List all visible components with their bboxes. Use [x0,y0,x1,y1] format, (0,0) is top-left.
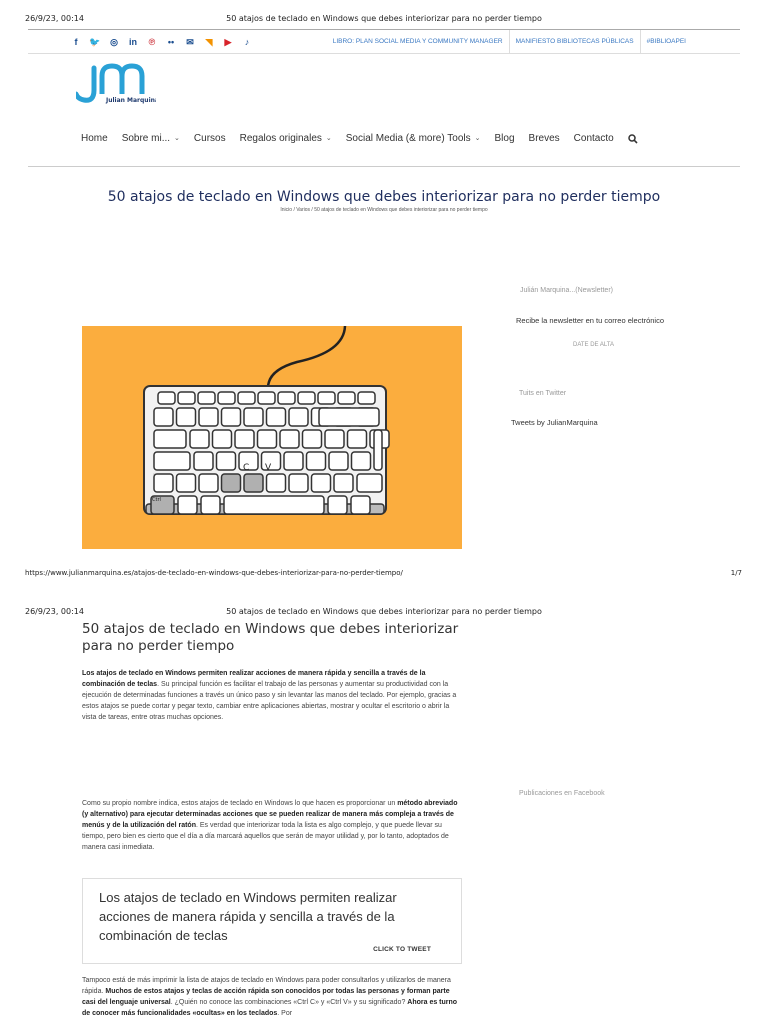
spacebar-key [224,496,324,514]
keyboard-key [190,430,209,448]
function-key [278,392,295,404]
print-datetime: 26/9/23, 00:14 [25,14,84,23]
twitter-icon[interactable]: 🐦 [89,37,101,47]
key-ctrl-label: Ctrl [152,497,161,503]
keyboard-key [177,474,196,492]
twitter-timeline-link[interactable]: Tweets by JulianMarquina [511,418,598,427]
keyboard-key [213,430,232,448]
keyboard-key [177,408,196,426]
keyboard-key [267,408,286,426]
linkedin-icon[interactable]: in [129,37,137,47]
facebook-icon[interactable]: f [74,37,78,47]
paragraph-3-emphasis: Muchos de estos atajos y teclas de acción rápida son conocidos por todas las personas y forman parte casi del lenguaje universal [82,988,450,1006]
click-to-tweet-button[interactable]: CLICK TO TWEET [373,946,431,953]
nav-item-label: Social Media (& more) Tools [345,132,471,144]
paragraph-1-text: . Su principal función es facilitar el trabajo de las personas y aumentar su productividad con la ejecución de determinadas funciones a través un único paso y sin levantar las manos del teclado. Por ejemplo, gracias a estos atajos se puede cortar y pegar texto, cambiar entre aplicaciones abiertas, mostrar y ocultar el escritorio o abrir la vista de tareas, entre otras muchas opciones. [82,681,457,721]
keyboard-key [352,452,371,470]
print-url: https://www.julianmarquina.es/atajos-de-teclado-en-windows-que-debes-interiorizar-para-no-perder-tiempo/ [25,569,403,577]
keyboard-key [267,474,286,492]
top-link-libro[interactable]: LIBRO: PLAN SOCIAL MEDIA Y COMMUNITY MANAGER [332,38,503,45]
keyboard-key [201,496,220,514]
article-title: 50 atajos de teclado en Windows que debes interiorizar para no perder tiempo [82,621,459,654]
keyboard-key [325,430,344,448]
twitter-title: Tuits en Twitter [519,390,567,397]
print-header-page2 [0,607,768,621]
breadcrumb-home[interactable]: Inicio [280,207,293,213]
function-key [238,392,255,404]
pinterest-icon[interactable]: ℗ [148,37,156,47]
top-link-manifiesto[interactable]: MANIFIESTO BIBLIOTECAS PÚBLICAS [509,30,640,54]
youtube-icon[interactable]: ▶ [224,37,232,47]
keyboard-key [284,452,303,470]
paragraph-2-text-a: Como su propio nombre indica, estos atajos de teclado en Windows lo que hacen es proporcionar un [82,800,398,807]
tweet-quote[interactable]: Los atajos de teclado en Windows permiten realizar acciones de manera rápida y sencilla a través de la combinación de teclas [99,890,397,943]
nav-item-regalos-originales[interactable] [240,132,332,144]
nav-item-label: Cursos [193,132,226,144]
nav-item-label: Regalos originales [239,132,322,144]
keyboard-illustration [82,326,462,549]
function-key [218,392,235,404]
facebook-title: Publicaciones en Facebook [519,790,605,797]
nav-item-label: Contacto [573,132,614,144]
c-key [222,474,241,492]
keyboard-key [289,474,308,492]
breadcrumb-current: 50 atajos de teclado en Windows que debes interiorizar para no perder tiempo [314,207,488,213]
paragraph-3-text-b: . ¿Quién no conoce las combinaciones «Ctrl C» y «Ctrl V» y su significado? [170,999,408,1006]
paragraph-3-emphasis-2: Ahora es turno de conocer más funcionalidades «ocultas» en los teclados [82,999,458,1017]
top-link-biblioapei[interactable]: #BIBLIOAPEI [640,30,692,54]
print-header [0,14,768,28]
header-divider [28,166,740,167]
article-paragraph-1 [82,668,460,723]
nav-item-social-media-more-tools[interactable] [346,132,481,144]
breadcrumb-category[interactable]: Varios [296,207,311,213]
main-nav [81,132,638,144]
keyboard-key [348,430,367,448]
backspace-key [319,408,379,426]
print-page-number: 1/7 [730,569,742,577]
nav-item-breves[interactable] [529,132,560,144]
instagram-icon[interactable]: ◎ [110,37,118,47]
keyboard-key [222,408,241,426]
keyboard-key [235,430,254,448]
caps-key [154,452,190,470]
page-title: 50 atajos de teclado en Windows que debes interiorizar para no perder tiempo [107,189,661,205]
tab-key [154,430,186,448]
tiktok-icon[interactable]: ♪ [244,37,250,47]
keyboard-key [329,452,348,470]
hero-keyboard-image [82,326,462,549]
email-icon[interactable]: ✉ [186,37,194,47]
function-key [178,392,195,404]
keyboard-key [258,430,277,448]
chevron-down-icon: ⌄ [325,135,332,142]
keyboard-key [280,430,299,448]
top-bar [28,29,740,54]
flickr-icon[interactable]: •• [167,37,175,47]
function-key [358,392,375,404]
paragraph-2-text-b: . Es verdad que interiorizar toda la lista es algo complejo, y que puede llevar su tiempo, pero bien es cierto que el día a día marcará aquellos que serán de mayor utilidad y, por lo tanto, adoptados de manera casi inmediata. [82,822,449,851]
keyboard-key [289,408,308,426]
chevron-down-icon: ⌄ [174,135,180,142]
rss-icon[interactable]: ◥ [205,37,213,47]
print-doc-title: 50 atajos de teclado en Windows que debes interiorizar para no perder tiempo [226,14,542,23]
nav-item-home[interactable] [81,132,108,144]
nav-item-label: Home [81,132,108,144]
top-links [327,30,692,54]
article-paragraph-2 [82,798,460,853]
keyboard-key [199,474,218,492]
nav-item-sobre-mi[interactable] [122,132,180,144]
keyboard-key [217,452,236,470]
keyboard-key [154,408,173,426]
nav-item-contacto[interactable] [574,132,614,144]
enter-key [374,430,382,470]
function-key [158,392,175,404]
function-key [318,392,335,404]
key-c-label: C [243,463,250,473]
site-logo[interactable] [76,60,156,108]
nav-item-label: Breves [528,132,560,144]
nav-item-blog[interactable] [495,132,515,144]
function-key [258,392,275,404]
keyboard-key [199,408,218,426]
newsletter-text: Recibe la newsletter en tu correo electrónico [516,316,664,325]
keyboard-key [312,474,331,492]
function-key [338,392,355,404]
shift-key [357,474,382,492]
chevron-down-icon: ⌄ [474,135,481,142]
function-key [298,392,315,404]
keyboard-key [303,430,322,448]
keyboard-key [244,408,263,426]
search-icon[interactable] [628,134,638,144]
key-v-label: V [265,463,272,473]
keyboard-key [307,452,326,470]
social-links [70,36,253,48]
keyboard-key [154,474,173,492]
print-datetime: 26/9/23, 00:14 [25,607,84,616]
paragraph-3-text-a: Tampoco está de más imprimir la lista de atajos de teclado en Windows para poder consultarlos y utilizarlos de manera rápida. [82,977,451,995]
logo-text: Julian Marquina [106,97,156,104]
breadcrumb: Inicio / Varios / 50 atajos de teclado en Windows que debes interiorizar para no perder tiempo [280,207,488,213]
paragraph-3-text-c: . Por [277,1010,293,1017]
article-paragraph-3 [82,975,460,1019]
function-key [198,392,215,404]
paragraph-1-emphasis: Los atajos de teclado en Windows permiten realizar acciones de manera rápida y sencilla a través de la combinación de teclas [82,670,426,688]
paragraph-2-emphasis: método abreviado (y alternativo) para ejecutar determinadas acciones que se pueden realizar de manera más compleja a través de menús y de la utilización del ratón [82,800,458,829]
print-doc-title: 50 atajos de teclado en Windows que debes interiorizar para no perder tiempo [226,607,542,616]
newsletter-signup-button[interactable]: DATE DE ALTA [573,342,615,348]
keyboard-key [194,452,213,470]
newsletter-title: Julián Marquina...(Newsletter) [520,287,613,294]
keyboard-key [328,496,347,514]
nav-item-label: Sobre mi... [121,132,171,144]
nav-item-label: Blog [494,132,515,144]
keyboard-key [178,496,197,514]
keyboard-key [351,496,370,514]
keyboard-key [334,474,353,492]
nav-item-cursos[interactable] [194,132,226,144]
v-key [244,474,263,492]
logo-graphic [76,60,156,108]
click-to-tweet-box [82,878,462,964]
